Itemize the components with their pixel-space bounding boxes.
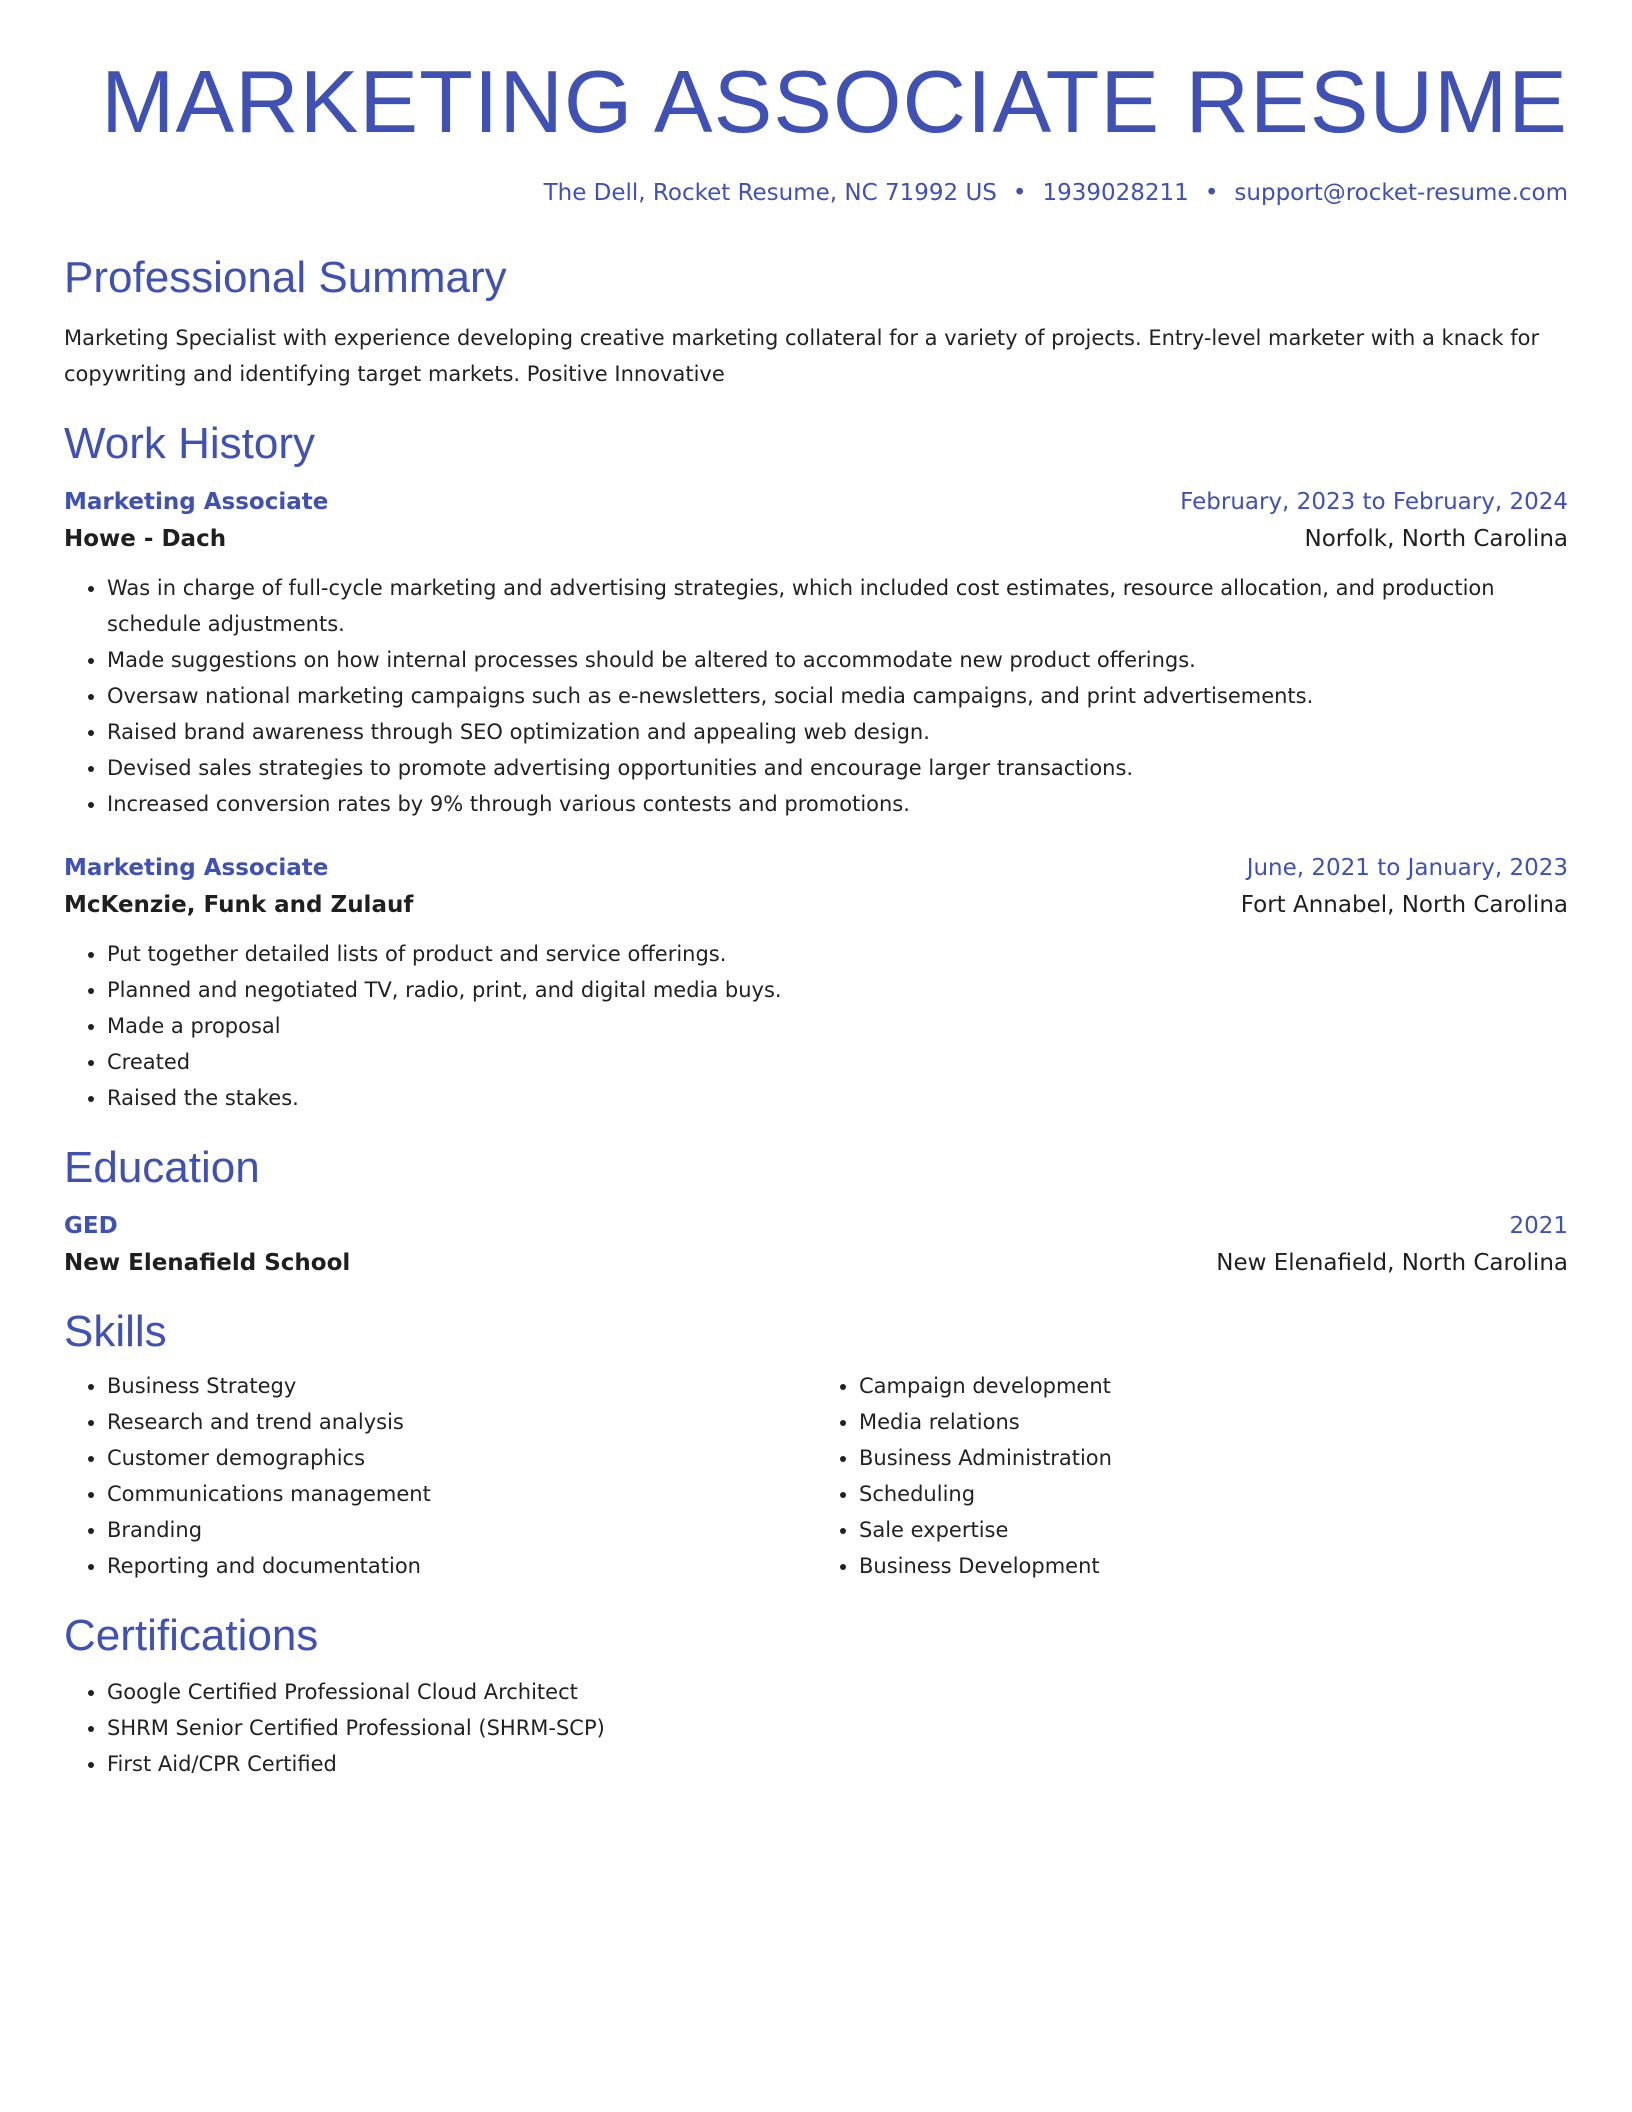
resume-header — [64, 50, 1568, 208]
skills-column-left — [64, 1368, 816, 1584]
summary-text: Marketing Specialist with experience developing creative marketing collateral for a variety of projects. Entry-level marketer with a knack for copywriting and identifying target markets. Positive Innovative — [64, 326, 1540, 386]
list-item: • Oversaw national marketing campaigns such as e-newsletters, social media campaigns, and print advertisements. — [107, 678, 1568, 714]
list-item: • Planned and negotiated TV, radio, print, and digital media buys. — [107, 972, 1568, 1008]
section-heading-certifications: Certifications — [64, 1611, 319, 1660]
section-heading-summary: Professional Summary — [64, 253, 507, 302]
job-company: Howe - Dach — [64, 526, 227, 552]
list-item: • Research and trend analysis — [107, 1404, 816, 1440]
job-dates: June, 2021 to January, 2023 — [1246, 855, 1568, 881]
list-item: • First Aid/CPR Certified — [107, 1746, 1568, 1782]
list-item: • Scheduling — [859, 1476, 1568, 1512]
contact-phone: 1939028211 — [1042, 180, 1189, 206]
list-item: • SHRM Senior Certified Professional (SHRM-SCP) — [107, 1710, 1568, 1746]
list-item: • Raised the stakes. — [107, 1080, 1568, 1116]
education-location: New Elenafield, North Carolina — [1216, 1250, 1568, 1276]
job-dates: February, 2023 to February, 2024 — [1180, 489, 1568, 515]
list-item: • Put together detailed lists of product and service offerings. — [107, 936, 1568, 972]
section-work-history — [64, 418, 1568, 1116]
job-bullets — [64, 570, 1568, 822]
job-company: McKenzie, Funk and Zulauf — [64, 892, 414, 918]
education-year: 2021 — [1509, 1213, 1568, 1239]
list-item: • Reporting and documentation — [107, 1548, 816, 1584]
section-professional-summary — [64, 252, 1568, 392]
section-heading-education: Education — [64, 1143, 260, 1192]
contact-address: The Dell, Rocket Resume, NC 71992 US — [543, 180, 997, 206]
job-title: Marketing Associate — [64, 489, 329, 515]
list-item: • Devised sales strategies to promote advertising opportunities and encourage larger transactions. — [107, 750, 1568, 786]
education-school: New Elenafield School — [64, 1250, 351, 1276]
contact-email: support@rocket-resume.com — [1234, 180, 1568, 206]
contact-line — [64, 178, 1568, 208]
job-entry — [64, 850, 1568, 1116]
job-company-row — [64, 886, 1568, 924]
list-item: • Business Development — [859, 1548, 1568, 1584]
list-item: • Made a proposal — [107, 1008, 1568, 1044]
list-item: • Created — [107, 1044, 1568, 1080]
resume-title: MARKETING ASSOCIATE RESUME — [101, 52, 1568, 151]
job-header-row — [64, 850, 1568, 886]
list-item: • Customer demographics — [107, 1440, 816, 1476]
section-heading-skills: Skills — [64, 1307, 167, 1356]
job-location: Norfolk, North Carolina — [1304, 526, 1568, 552]
section-education — [64, 1142, 1568, 1282]
list-item: • Raised brand awareness through SEO optimization and appealing web design. — [107, 714, 1568, 750]
education-entry — [64, 1208, 1568, 1282]
list-item: • Media relations — [859, 1404, 1568, 1440]
list-item: • Communications management — [107, 1476, 816, 1512]
education-degree: GED — [64, 1213, 118, 1239]
list-item: • Made suggestions on how internal processes should be altered to accommodate new product offerings. — [107, 642, 1568, 678]
list-item: • Business Administration — [859, 1440, 1568, 1476]
section-certifications — [64, 1610, 1568, 1782]
job-company-row — [64, 520, 1568, 558]
list-item: • Branding — [107, 1512, 816, 1548]
contact-separator: • — [1012, 180, 1027, 206]
list-item: • Campaign development — [859, 1368, 1568, 1404]
job-location: Fort Annabel, North Carolina — [1240, 892, 1568, 918]
section-skills — [64, 1306, 1568, 1584]
job-bullets — [64, 936, 1568, 1116]
list-item: • Increased conversion rates by 9% through various contests and promotions. — [107, 786, 1568, 822]
education-school-row — [64, 1244, 1568, 1282]
contact-separator: • — [1204, 180, 1219, 206]
list-item: • Was in charge of full-cycle marketing and advertising strategies, which included cost estimates, resource allocation, and production schedule adjustments. — [107, 570, 1568, 642]
job-header-row — [64, 484, 1568, 520]
list-item: • Business Strategy — [107, 1368, 816, 1404]
section-heading-work: Work History — [64, 419, 315, 468]
job-entry — [64, 484, 1568, 822]
job-title: Marketing Associate — [64, 855, 329, 881]
list-item: • Sale expertise — [859, 1512, 1568, 1548]
skills-column-right — [816, 1368, 1568, 1584]
education-header-row — [64, 1208, 1568, 1244]
certifications-list — [64, 1674, 1568, 1782]
skills-grid — [64, 1368, 1568, 1584]
list-item: • Google Certified Professional Cloud Architect — [107, 1674, 1568, 1710]
